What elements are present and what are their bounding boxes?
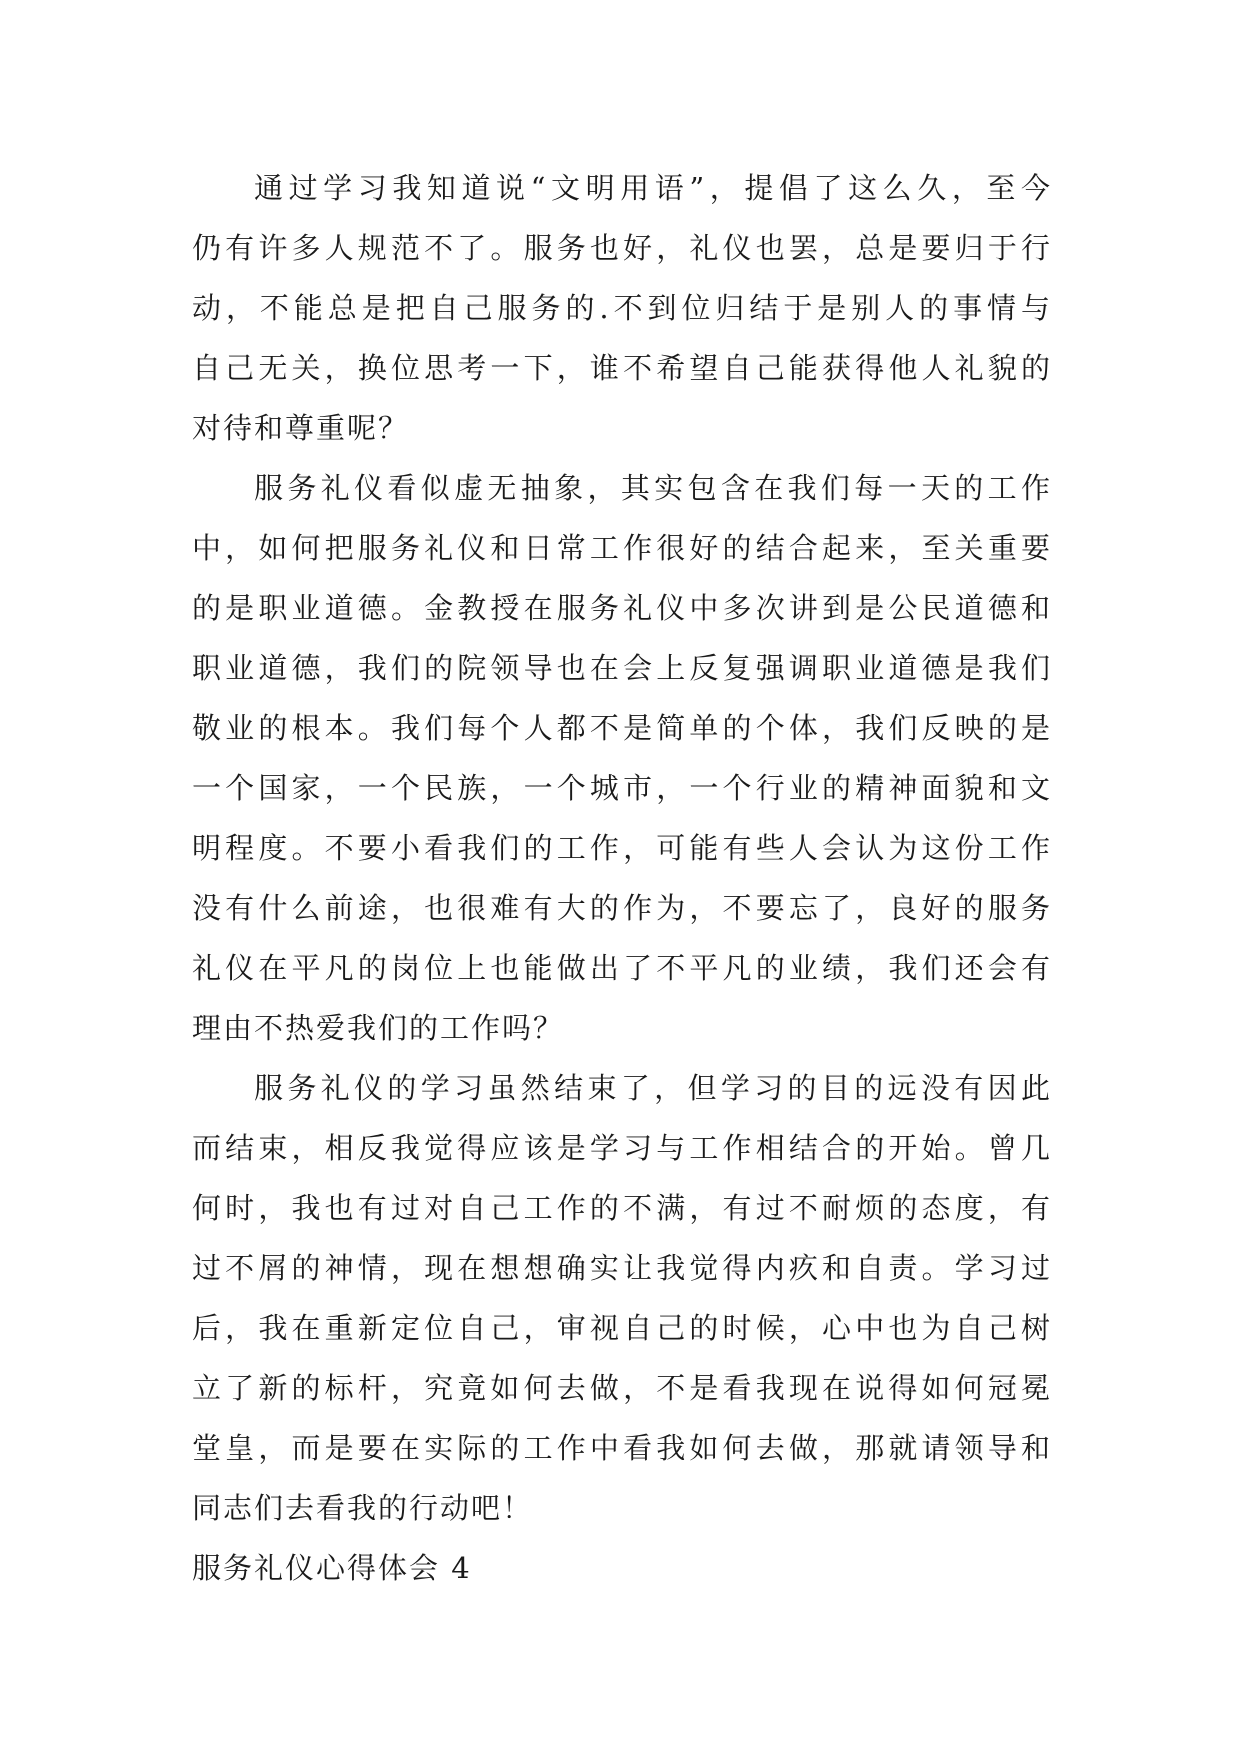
text-line: 一个国家，一个民族，一个城市，一个行业的精神面貌和文 xyxy=(192,771,1052,805)
text-line: 礼仪在平凡的岗位上也能做出了不平凡的业绩，我们还会有 xyxy=(192,951,1052,985)
text-line: 明程度。不要小看我们的工作，可能有些人会认为这份工作 xyxy=(192,831,1052,865)
text-line: 立了新的标杆，究竟如何去做，不是看我现在说得如何冠冕 xyxy=(192,1371,1052,1405)
text-line: 对待和尊重呢？ xyxy=(192,411,410,445)
text-line: 同志们去看我的行动吧！ xyxy=(192,1491,534,1525)
text-line: 服务礼仪的学习虽然结束了，但学习的目的远没有因此 xyxy=(254,1071,1052,1105)
text-line: 敬业的根本。我们每个人都不是简单的个体，我们反映的是 xyxy=(192,711,1052,745)
section-heading: 服务礼仪心得体会 4 xyxy=(192,1551,472,1585)
text-line: 没有什么前途，也很难有大的作为，不要忘了，良好的服务 xyxy=(192,891,1052,925)
text-line: 的是职业道德。金教授在服务礼仪中多次讲到是公民道德和 xyxy=(192,591,1052,625)
paragraph-1 xyxy=(192,158,1052,458)
text-line: 服务礼仪看似虚无抽象，其实包含在我们每一天的工作 xyxy=(254,471,1052,505)
text-line: 何时，我也有过对自己工作的不满，有过不耐烦的态度，有 xyxy=(192,1191,1052,1225)
text-line: 中，如何把服务礼仪和日常工作很好的结合起来，至关重要 xyxy=(192,531,1052,565)
text-line: 仍有许多人规范不了。服务也好，礼仪也罢，总是要归于行 xyxy=(192,231,1052,265)
text-line: 自己无关，换位思考一下，谁不希望自己能获得他人礼貌的 xyxy=(192,351,1052,385)
paragraph-3 xyxy=(192,1058,1052,1538)
paragraph-2 xyxy=(192,458,1052,1058)
text-line: 理由不热爱我们的工作吗？ xyxy=(192,1011,565,1045)
text-line: 动，不能总是把自己服务的.不到位归结于是别人的事情与 xyxy=(192,291,1052,325)
text-line: 堂皇，而是要在实际的工作中看我如何去做，那就请领导和 xyxy=(192,1431,1052,1465)
text-line: 过不屑的神情，现在想想确实让我觉得内疚和自责。学习过 xyxy=(192,1251,1052,1285)
document-body xyxy=(192,158,1052,1598)
text-line: 职业道德，我们的院领导也在会上反复强调职业道德是我们 xyxy=(192,651,1052,685)
text-line: 而结束，相反我觉得应该是学习与工作相结合的开始。曾几 xyxy=(192,1131,1052,1165)
text-line: 后，我在重新定位自己，审视自己的时候，心中也为自己树 xyxy=(192,1311,1052,1345)
text-line: 通过学习我知道说“文明用语”，提倡了这么久，至今 xyxy=(254,171,1052,205)
